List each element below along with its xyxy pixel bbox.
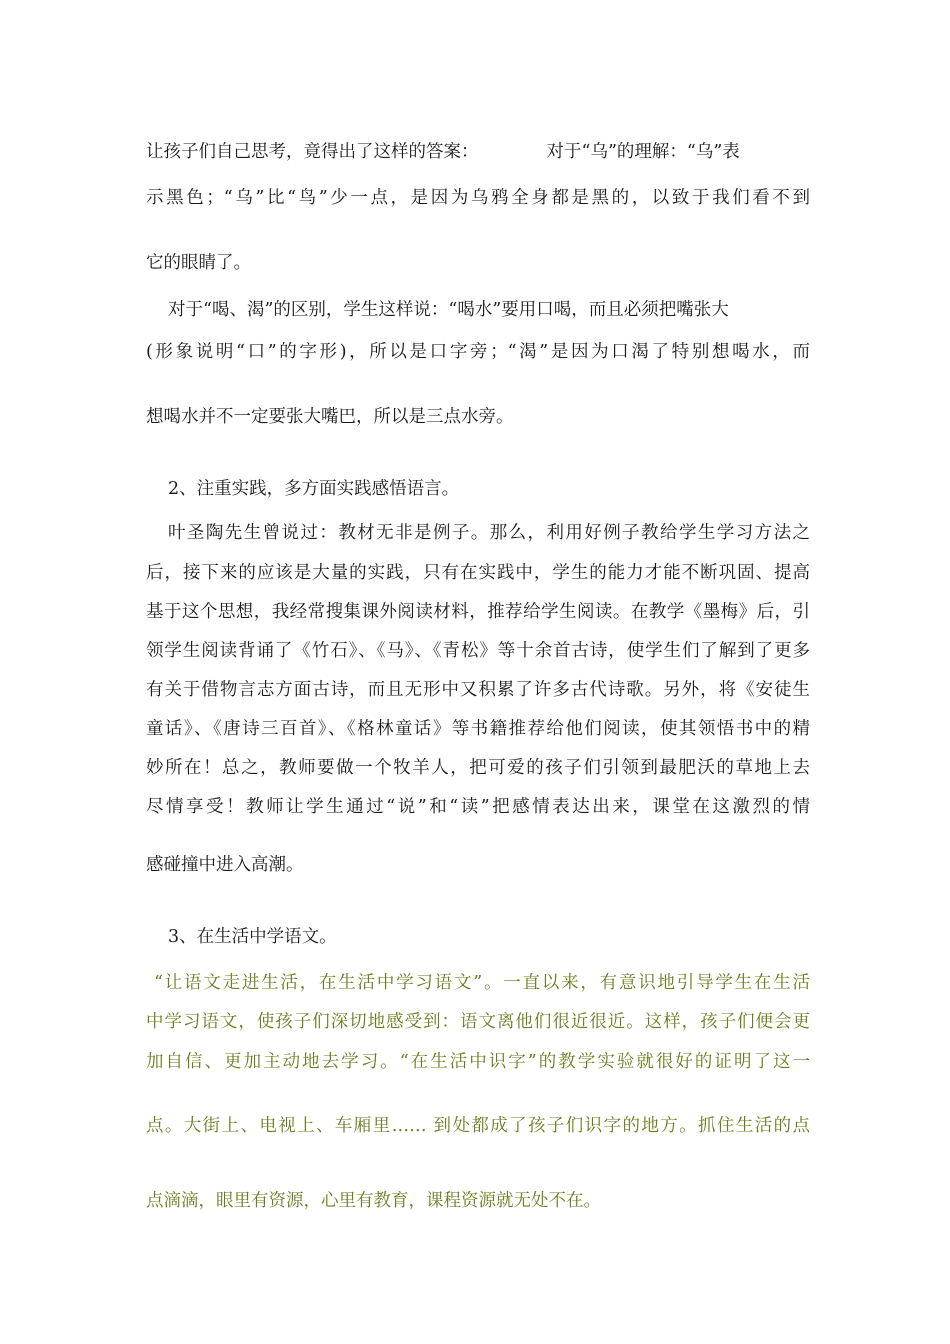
paragraph-1-line-3: 它的眼睛了。 [146, 253, 251, 273]
paragraph-4-line-2: 中学习语文，使孩子们深切地感受到：语文离他们很近很近。这样，孩子们便会更 [146, 1012, 810, 1032]
paragraph-3-line-6: 童话》、《唐诗三百首》、《格林童话》等书籍推荐给他们阅读，使其领悟书中的精 [146, 719, 810, 739]
paragraph-4-line-4: 点。大街上、电视上、车厢里…… 到处都成了孩子们识字的地方。抓住生活的点 [146, 1116, 810, 1136]
paragraph-2-line-3: 想喝水并不一定要张大嘴巴，所以是三点水旁。 [146, 407, 514, 427]
paragraph-3-line-5: 有关于借物言志方面古诗，而且无形中又积累了许多古代诗歌。另外，将《安徒生 [146, 680, 810, 700]
paragraph-2-line-1: 对于“喝、渴”的区别，学生这样说：“喝水”要用口喝，而且必须把嘴张大 [168, 300, 729, 320]
paragraph-3-line-3: 基于这个思想，我经常搜集课外阅读材料，推荐给学生阅读。在教学《墨梅》后，引 [146, 602, 810, 622]
paragraph-2-line-2: (形象说明“口”的字形)，所以是口字旁；“渴”是因为口渴了特别想喝水，而 [146, 342, 810, 362]
p1-line1-part-a: 让孩子们自己思考，竟得出了这样的答案： [146, 142, 479, 162]
section-heading-2: 2、注重实践，多方面实践感悟语言。 [168, 479, 460, 499]
paragraph-1-line-2: 示黑色；“乌”比“鸟”少一点，是因为乌鸦全身都是黑的，以致于我们看不到 [146, 188, 810, 208]
paragraph-4-line-5: 点滴滴，眼里有资源，心里有教育，课程资源就无处不在。 [146, 1191, 601, 1211]
paragraph-3-line-7: 妙所在！总之，教师要做一个牧羊人，把可爱的孩子们引领到最肥沃的草地上去 [146, 758, 810, 778]
paragraph-4-line-1: “让语文走进生活，在生活中学习语文”。一直以来，有意识地引导学生在生活 [154, 973, 810, 993]
paragraph-4-line-3: 加自信、更加主动地去学习。“在生活中识字”的教学实验就很好的证明了这一 [146, 1052, 810, 1072]
paragraph-3-line-8: 尽情享受！教师让学生通过“说”和“读”把感情表达出来，课堂在这激烈的情 [146, 797, 810, 817]
paragraph-3-line-1: 叶圣陶先生曾说过：教材无非是例子。那么，利用好例子教给学生学习方法之 [168, 523, 810, 543]
paragraph-1-line-1 [146, 139, 810, 165]
paragraph-3-line-2: 后，接下来的应该是大量的实践，只有在实践中，学生的能力才能不断巩固、提高 [146, 563, 810, 583]
p1-line1-part-b: 对于“乌”的理解：“乌”表 [546, 142, 740, 162]
paragraph-3-line-4: 领学生阅读背诵了《竹石》、《马》、《青松》等十余首古诗，使学生们了解到了更多 [146, 641, 810, 661]
paragraph-3-line-9: 感碰撞中进入高潮。 [146, 855, 304, 875]
section-heading-3: 3、在生活中学语文。 [168, 927, 337, 947]
